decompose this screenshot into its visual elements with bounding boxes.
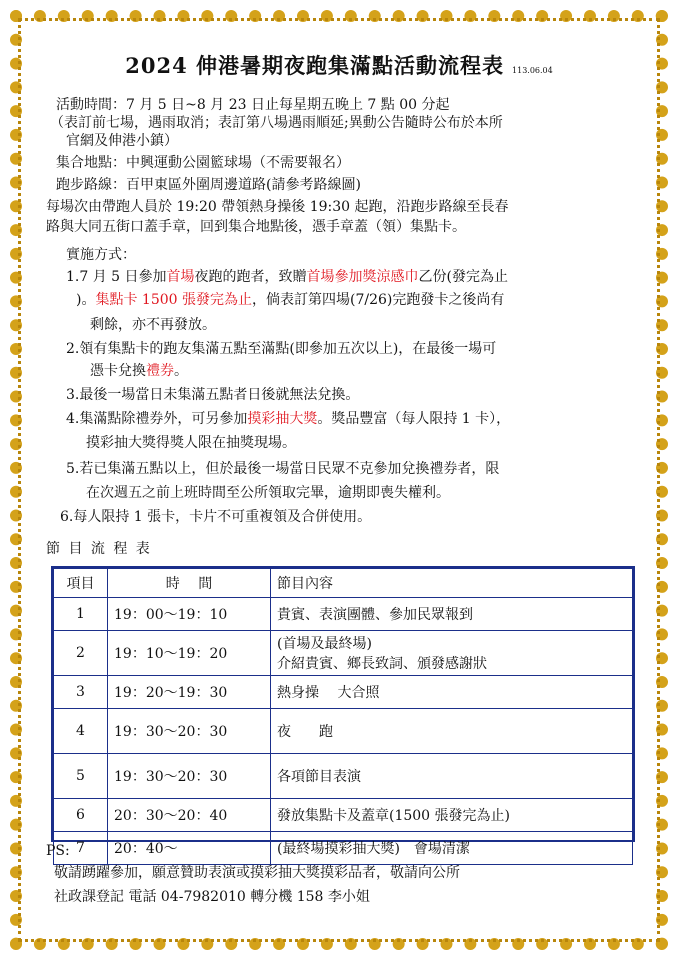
- row-no: 2: [54, 631, 108, 676]
- row-content-line-1: (首場及最終場): [277, 636, 372, 652]
- rule-1-line-2: [76, 291, 504, 309]
- schedule-line: 活動時間：7 月 5 日~8 月 23 日止每星期五晚上 7 點 00 分起: [56, 97, 450, 113]
- row-no: 6: [54, 799, 108, 832]
- rule-2-b: 憑卡兌換: [90, 363, 146, 379]
- header-content: 節目內容: [271, 569, 633, 598]
- method-heading: 實施方式：: [66, 247, 136, 263]
- row-no: 5: [54, 754, 108, 799]
- rule-1-line-3: 剩餘，亦不再發放。: [90, 317, 216, 333]
- rule-4-c: 。獎品豐富（每人限持 1 卡），: [317, 411, 511, 427]
- notice-line-1: （表訂前七場，遇雨取消；表訂第八場遇雨順延;異動公告隨時公布於本所: [50, 115, 503, 131]
- rule-5-line-1: 5.若已集滿五點以上，但於最後一場當日民眾不克參加兌換禮券者，限: [66, 461, 500, 477]
- rule-1-e: 乙份(發完為止: [418, 269, 508, 285]
- program-heading: 節 目 流 程 表: [46, 541, 152, 557]
- rule-1-h: ，倘表訂第四場(7/26)完跑發卡之後尚有: [252, 292, 505, 308]
- rule-3: 3.最後一場當日未集滿五點者日後就無法兌換。: [66, 387, 360, 403]
- row-time: 19：30～20：30: [108, 754, 271, 799]
- table-row: [54, 631, 633, 676]
- row-time: 19：10～19：20: [108, 631, 271, 676]
- rule-1-line-1: [66, 268, 508, 286]
- header-no: 項目: [54, 569, 108, 598]
- row-no: 1: [54, 598, 108, 631]
- title-text: 2024 伸港暑期夜跑集滿點活動流程表: [125, 53, 505, 78]
- row-no: 3: [54, 676, 108, 709]
- intro-line-1: 每場次由帶跑人員於 19:20 帶領熱身操後 19:30 起跑，沿跑步路線至長春: [46, 199, 509, 215]
- row-time: 19：20～19：30: [108, 676, 271, 709]
- table-row: [54, 676, 633, 709]
- rule-6: 6.每人限持 1 張卡，卡片不可重複領及合併使用。: [60, 509, 372, 525]
- rule-1-c: 夜跑的跑者，致贈: [194, 269, 307, 285]
- row-no: 4: [54, 709, 108, 754]
- row-content: 貴賓、表演團體、參加民眾報到: [271, 598, 633, 631]
- row-time: 19：00～19：10: [108, 598, 271, 631]
- rule-2-line-1: 2.領有集點卡的跑友集滿五點至滿點(即參加五次以上)，在最後一場可: [66, 341, 497, 357]
- title-date: 113.06.04: [512, 66, 553, 75]
- ps-line-2: 社政課登記 電話 04-7982010 轉分機 158 李小姐: [54, 889, 370, 905]
- ps-label: PS:: [46, 843, 70, 859]
- meeting-point: 集合地點：中興運動公園籃球場（不需要報名）: [56, 155, 350, 171]
- route: 跑步路線：百甲東區外圍周邊道路(請參考路線圖): [56, 177, 361, 193]
- row-no: 7: [54, 832, 108, 865]
- rule-1-f: )。: [76, 292, 96, 308]
- intro-line-2: 路與大同五街口蓋手章，回到集合地點後，憑手章蓋（領）集點卡。: [46, 219, 466, 235]
- header-time: 時 間: [108, 569, 271, 598]
- rule-1-d: 首場參加獎涼感巾: [306, 269, 419, 285]
- table-row: [54, 754, 633, 799]
- row-content: [271, 631, 633, 676]
- table-row: [54, 598, 633, 631]
- page-title: [0, 50, 678, 80]
- rule-5-line-2: 在次週五之前上班時間至公所領取完畢，逾期即喪失權利。: [86, 485, 450, 501]
- row-content: 熱身操 大合照: [271, 676, 633, 709]
- ps-line-1: 敬請踴躍參加，願意贊助表演或摸彩抽大獎摸彩品者，敬請向公所: [54, 865, 460, 881]
- rule-4-line-2: 摸彩抽大獎得獎人限在抽獎現場。: [86, 435, 296, 451]
- rule-4-b: 摸彩抽大獎: [247, 411, 318, 427]
- table-header-row: [54, 569, 633, 598]
- rule-1-a: 1.7 月 5 日參加: [66, 269, 167, 285]
- row-time: 20：40～: [108, 832, 271, 865]
- rule-1-b: 首場: [166, 269, 195, 285]
- row-content: 夜 跑: [271, 709, 633, 754]
- rule-1-g: 集點卡 1500 張發完為止: [95, 292, 252, 308]
- rule-4-line-1: [66, 410, 510, 428]
- table-row: [54, 799, 633, 832]
- rule-2-c: 禮券: [146, 363, 174, 379]
- row-content: 發放集點卡及蓋章(1500 張發完為止): [271, 799, 633, 832]
- rule-2-d: 。: [174, 363, 188, 379]
- row-content: (最終場摸彩抽大獎) 會場清潔: [271, 832, 633, 865]
- program-table: [53, 568, 633, 865]
- row-time: 20：30～20：40: [108, 799, 271, 832]
- table-row: [54, 709, 633, 754]
- rule-4-a: 4.集滿點除禮券外，可另參加: [66, 411, 248, 427]
- row-content-line-2: 介紹貴賓、鄉長致詞、頒發感謝狀: [277, 656, 487, 672]
- table-row: [54, 832, 633, 865]
- row-content: 各項節目表演: [271, 754, 633, 799]
- notice-line-2: 官網及伸港小鎮）: [66, 133, 178, 149]
- rule-2-line-2: [90, 362, 188, 380]
- row-time: 19：30～20：30: [108, 709, 271, 754]
